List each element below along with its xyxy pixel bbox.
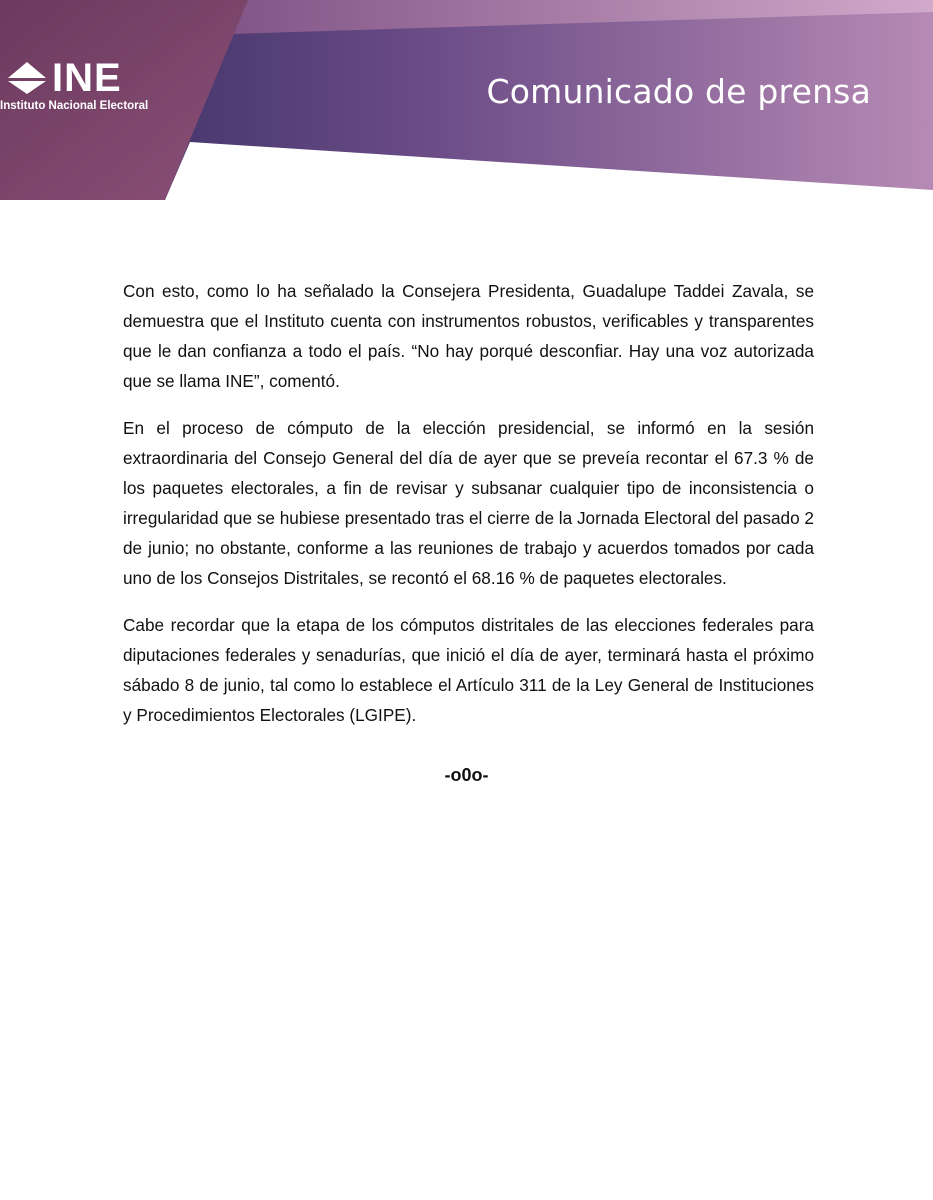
paragraph-1: Con esto, como lo ha señalado la Consejera Presidenta, Guadalupe Taddei Zavala, se demuestra que el Instituto cuenta con instrumentos robustos, verificables y transparentes que le dan confianza a todo el país. “No hay porqué desconfiar. Hay una voz autorizada que se llama INE”, comentó. xyxy=(123,281,814,391)
press-release-body xyxy=(123,276,814,747)
page-title: Comunicado de prensa xyxy=(486,72,871,111)
ine-logo xyxy=(0,56,175,116)
closing-mark: -o0o- xyxy=(444,765,489,785)
paragraph-2: En el proceso de cómputo de la elección presidencial, se informó en la sesión extraordinaria del Consejo General del día de ayer que se preveía recontar el 67.3 % de los paquetes electorales, a fin de revisar y subsanar cualquier tipo de inconsistencia o irregularidad que se hubiese presentado tras el cierre de la Jornada Electoral del pasado 2 de junio; no obstante, conforme a las reuniones de trabajo y acuerdos tomados por cada uno de los Consejos Distritales, se recontó el 68.16 % de paquetes electorales. xyxy=(123,418,814,588)
paragraph-3: Cabe recordar que la etapa de los cómputos distritales de las elecciones federales para diputaciones federales y senadurías, que inició el día de ayer, terminará hasta el próximo sábado 8 de junio, tal como lo establece el Artículo 311 de la Ley General de Instituciones y Procedimientos Electorales (LGIPE). xyxy=(123,615,814,725)
ine-logo-icon xyxy=(2,60,52,96)
logo-subtitle: Instituto Nacional Electoral xyxy=(0,100,149,112)
logo-wordmark: INE xyxy=(52,56,122,100)
